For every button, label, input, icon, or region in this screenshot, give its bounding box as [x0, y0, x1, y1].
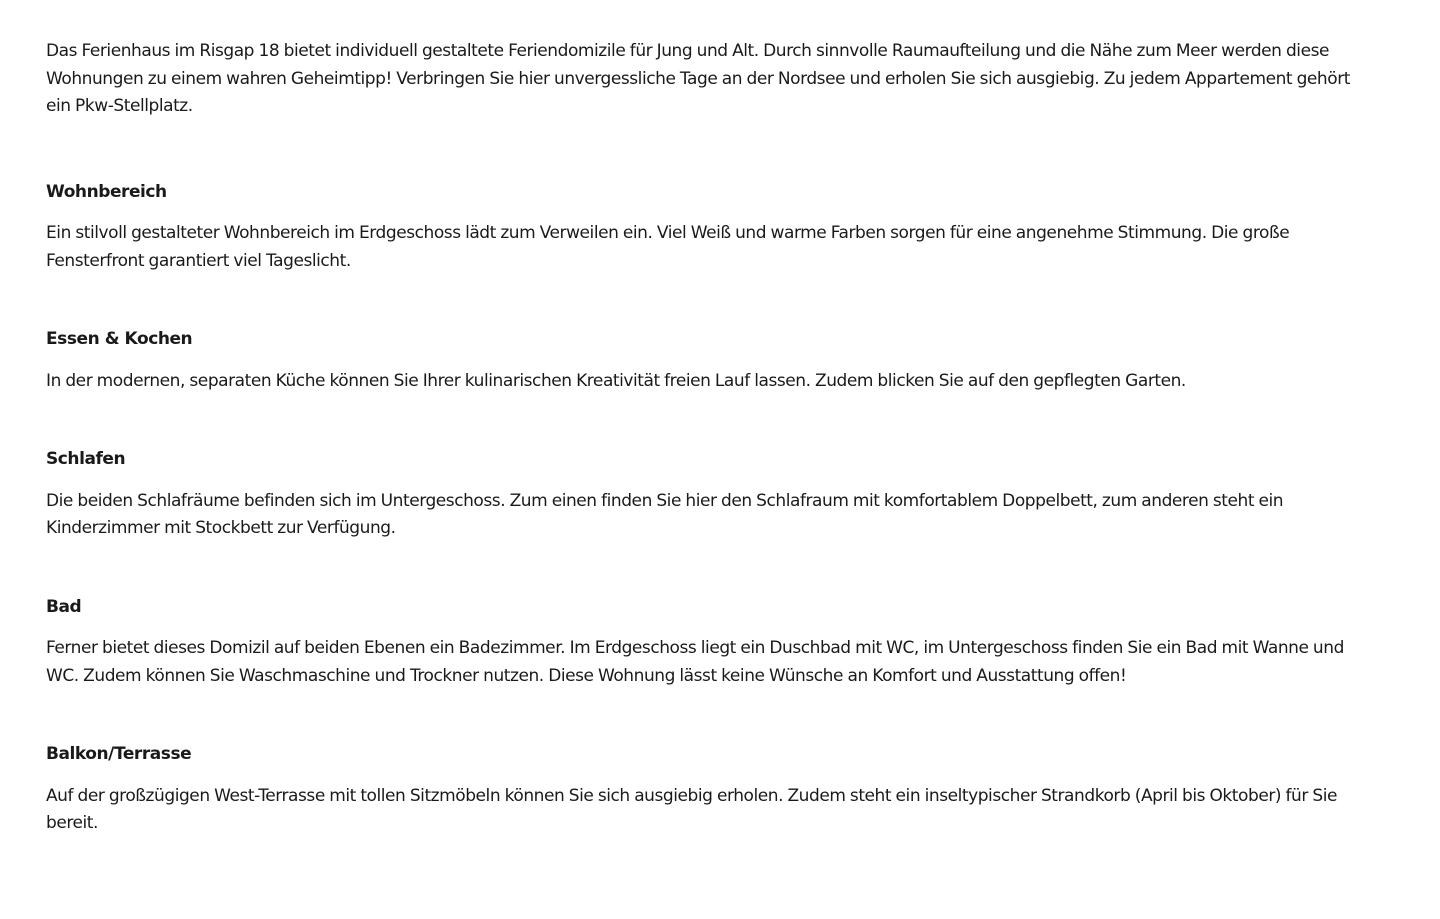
section-heading: Balkon/Terrasse — [46, 744, 192, 764]
section-heading: Bad — [46, 596, 82, 617]
section-wohnbereich — [46, 179, 1370, 276]
section-schlafen — [46, 446, 1370, 543]
section-essen-kochen — [46, 326, 1370, 395]
section-bad — [46, 594, 1370, 691]
intro-paragraph: Das Ferienhaus im Risgap 18 bietet individuell gestaltete Feriendomizile für Jung und Alt. Durch sinnvolle Raumaufteilung und die Nähe zum Meer werden diese Wohnungen zu einem wahren Geheimtipp! Verbringen Sie hier unvergessliche Tage an der Nordsee und erholen Sie sich ausgiebig. Zu jedem Appartement gehört ein Pkw-Stellplatz. — [46, 41, 1350, 116]
section-heading: Essen & Kochen — [46, 329, 193, 349]
section-balkon-terrasse — [46, 741, 1370, 838]
section-text: In der modernen, separaten Küche können Sie Ihrer kulinarischen Kreativität freien Lauf lassen. Zudem blicken Sie auf den gepflegten Garten. — [46, 370, 1186, 391]
section-text: Ferner bietet dieses Domizil auf beiden Ebenen ein Badezimmer. Im Erdgeschoss liegt ein Duschbad mit WC, im Untergeschoss finden Sie ein Bad mit Wanne und WC. Zudem können Sie Waschmaschine und Trockner nutzen. Diese Wohnung lässt keine Wünsche an Komfort und Ausstattung offen! — [46, 638, 1344, 686]
section-text: Die beiden Schlafräume befinden sich im Untergeschoss. Zum einen finden Sie hier den Schlafraum mit komfortablem Doppelbett, zum anderen steht ein Kinderzimmer mit Stockbett zur Verfügung. — [46, 490, 1284, 538]
section-text: Ein stilvoll gestalteter Wohnbereich im Erdgeschoss lädt zum Verweilen ein. Viel Weiß und warme Farben sorgen für eine angenehme Stimmung. Die große Fensterfront garantiert viel Tageslicht. — [46, 223, 1290, 271]
section-heading: Schlafen — [46, 449, 126, 469]
section-heading: Wohnbereich — [46, 181, 167, 202]
section-text: Auf der großzügigen West-Terrasse mit tollen Sitzmöbeln können Sie sich ausgiebig erholen. Zudem steht ein inseltypischer Strandkorb (April bis Oktober) für Sie bereit. — [46, 785, 1337, 833]
